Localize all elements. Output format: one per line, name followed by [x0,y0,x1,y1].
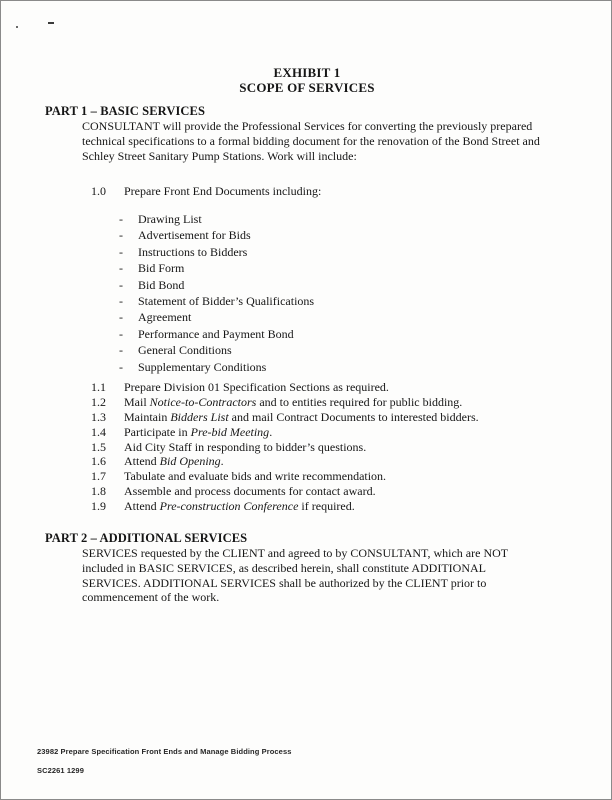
list-item [119,245,314,261]
item-number: 1.5 [91,439,106,454]
item-number: 1.9 [91,499,106,514]
item-number: 1.0 [91,184,106,198]
scope-item [91,380,479,395]
paragraph-line: commencement of the work. [82,590,220,605]
list-item-label: Supplementary Conditions [138,359,267,374]
bullet-dash: - [119,326,123,341]
item-number: 1.1 [91,380,106,394]
footer-project-title: 23982 Prepare Specification Front Ends and Manage Bidding Process [37,747,292,756]
scope-item [91,425,479,440]
footer-document-code: SC2261 1299 [37,766,84,775]
scope-item [91,454,479,469]
item-text: Attend Pre-construction Conference if required. [124,499,355,514]
bullet-dash: - [119,244,123,259]
item-number: 1.7 [91,469,106,484]
list-item [119,261,314,277]
bullet-dash: - [119,228,123,243]
scope-item [91,499,479,514]
item-text: Maintain Bidders List and mail Contract Documents to interested bidders. [124,409,479,424]
scope-item-1-0 [91,184,321,199]
item-text: Mail Notice-to-Contractors and to entities required for public bidding. [124,394,463,409]
bullet-dash: - [119,343,123,358]
paragraph-line: SERVICES requested by the CLIENT and agreed to by CONSULTANT, which are NOT [82,546,509,560]
part2-paragraph [82,546,508,605]
item-number: 1.2 [91,394,106,409]
item-text: Prepare Division 01 Specification Sections as required. [124,380,389,394]
list-item-label: Agreement [138,310,192,325]
scope-item [91,484,479,499]
part2-heading: PART 2 – ADDITIONAL SERVICES [45,531,248,545]
item-text: Participate in Pre-bid Meeting. [124,424,273,439]
paragraph-line: technical specifications to a formal bidding document for the renovation of the Bond Street and [82,133,540,148]
item-number: 1.6 [91,454,106,469]
list-item-label: Advertisement for Bids [138,228,251,243]
bullet-dash: - [119,359,123,374]
part1-heading: PART 1 – BASIC SERVICES [45,104,206,118]
list-item-label: Statement of Bidder’s Qualifications [138,293,315,308]
scope-item [91,395,479,410]
bullet-dash: - [119,293,123,308]
item-text: Assemble and process documents for contact award. [124,484,376,499]
list-item [119,294,314,310]
part1-numbered-items [91,380,479,514]
list-item [119,278,314,294]
part1-intro-paragraph [82,119,540,163]
list-item [119,360,314,376]
list-item-label: General Conditions [138,343,232,358]
list-item [119,327,314,343]
bullet-dash: - [119,310,123,325]
list-item-label: Drawing List [138,212,202,226]
document-title [1,65,612,95]
list-item-label: Bid Bond [138,277,185,292]
list-item [119,310,314,326]
scan-speck-dot [16,26,18,28]
list-item [119,228,314,244]
item-text: Attend Bid Opening. [124,454,224,469]
scan-speck-dash [48,22,54,24]
paragraph-line: CONSULTANT will provide the Professional Services for converting the previously prepared [82,119,533,133]
paragraph-line: Schley Street Sanitary Pump Stations. Work will include: [82,148,357,163]
list-item [119,343,314,359]
item-number: 1.8 [91,484,106,499]
bullet-dash: - [119,261,123,276]
bullet-dash: - [119,277,123,292]
list-item-label: Instructions to Bidders [138,244,248,259]
item-text: Tabulate and evaluate bids and write recommendation. [124,469,387,484]
list-item-label: Performance and Payment Bond [138,326,294,341]
list-item-label: Bid Form [138,261,185,276]
paragraph-line: SERVICES. ADDITIONAL SERVICES shall be authorized by the CLIENT prior to [82,575,487,590]
bullet-dash: - [119,212,123,226]
scope-item [91,410,479,425]
scope-item [91,440,479,455]
title-line-scope: SCOPE OF SERVICES [239,80,375,95]
item-text: Prepare Front End Documents including: [124,184,322,198]
title-line-exhibit: EXHIBIT 1 [273,65,341,80]
item-text: Aid City Staff in responding to bidder’s questions. [124,439,367,454]
paragraph-line: included in BASIC SERVICES, as described herein, shall constitute ADDITIONAL [82,560,486,575]
item-number: 1.4 [91,424,106,439]
list-item [119,212,314,228]
front-end-documents-list [119,212,314,376]
item-number: 1.3 [91,409,106,424]
scope-item [91,469,479,484]
